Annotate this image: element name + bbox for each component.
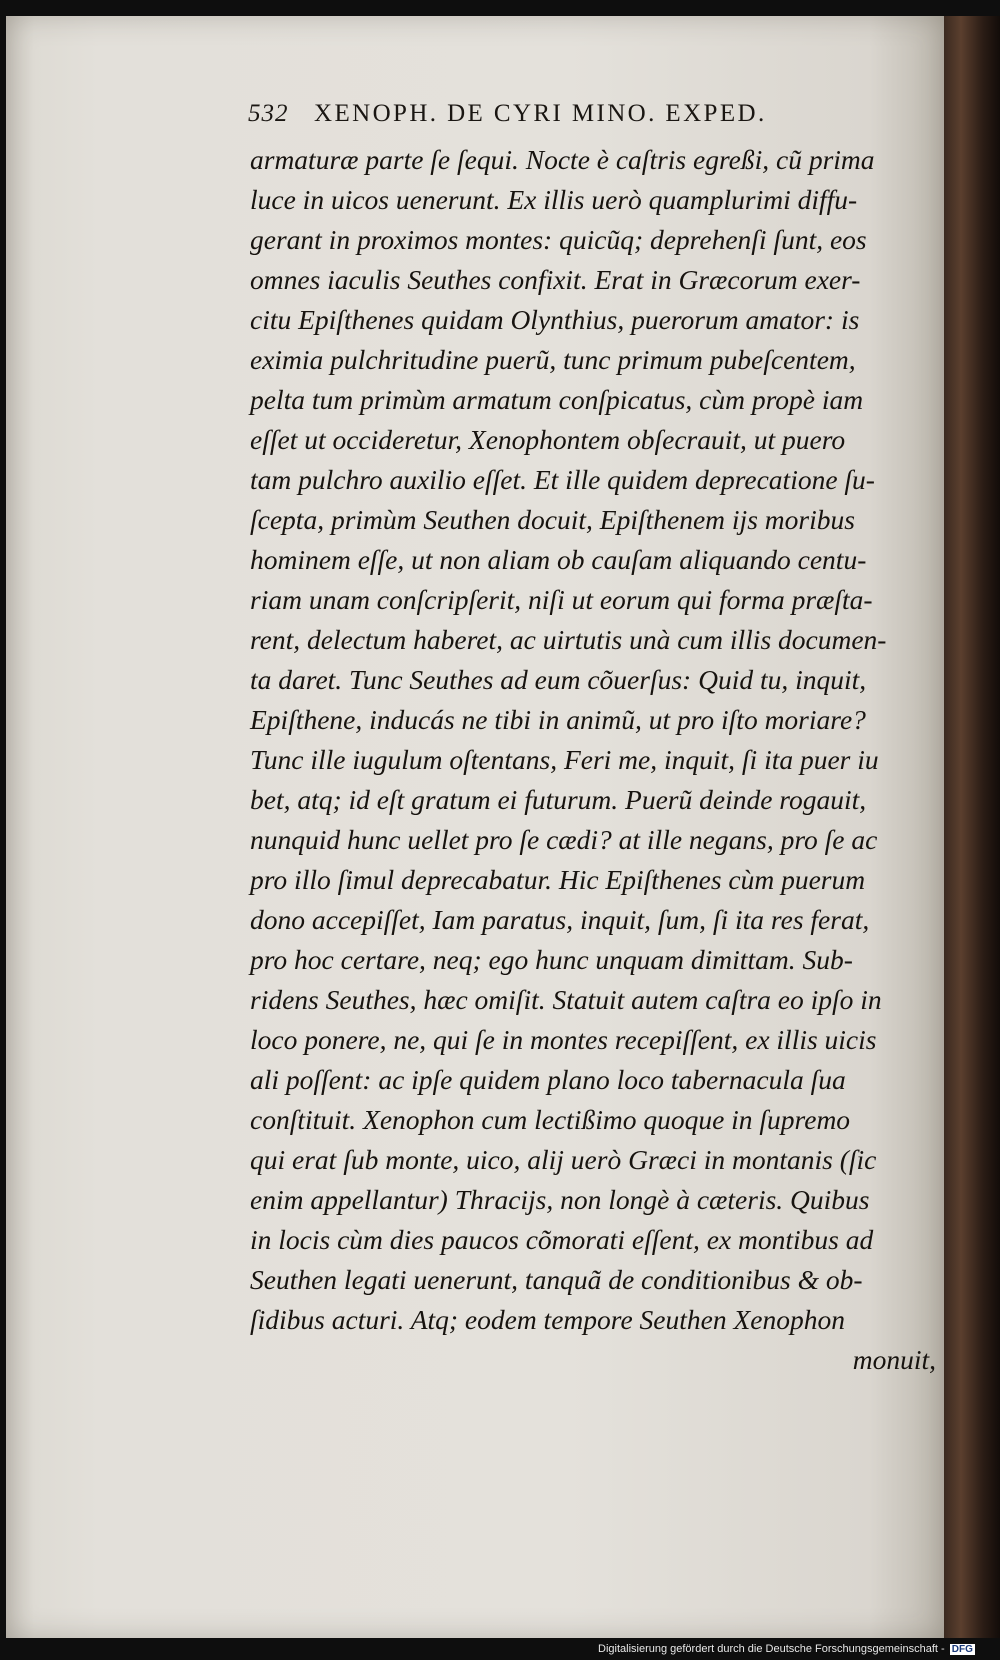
text-line: ali poſſent: ac ipſe quidem plano loco tabernacula ſua xyxy=(250,1064,846,1095)
body-text xyxy=(250,140,940,1380)
text-line: citu Epiſthenes quidam Olynthius, puerorum amator: is xyxy=(250,304,860,335)
digitization-credit xyxy=(598,1643,998,1657)
text-line: ridens Seuthes, hæc omiſit. Statuit autem caſtra eo ipſo in xyxy=(250,984,882,1015)
text-line: gerant in proximos montes: quicũq; deprehenſi ſunt, eos xyxy=(250,224,867,255)
text-line: enim appellantur) Thracijs, non longè à cæteris. Quibus xyxy=(250,1184,870,1215)
text-line: bet, atq; id eſt gratum ei futurum. Puerũ deinde rogauit, xyxy=(250,784,867,815)
text-line: conſtituit. Xenophon cum lectißimo quoque in ſupremo xyxy=(250,1104,851,1135)
text-line: rent, delectum haberet, ac uirtutis unà cum illis documen- xyxy=(250,624,887,655)
book-edge xyxy=(944,16,1000,1638)
text-line: Seuthen legati uenerunt, tanquã de conditionibus & ob- xyxy=(250,1264,863,1295)
catchword: monuit, xyxy=(852,1344,936,1375)
text-line: hominem eſſe, ut non aliam ob cauſam aliquando centu- xyxy=(250,544,867,575)
text-line: loco ponere, ne, qui ſe in montes recepiſſent, ex illis uicis xyxy=(250,1024,877,1055)
text-line: armaturæ parte ſe ſequi. Nocte è caſtris egreßi, cũ prima xyxy=(250,144,875,175)
text-line: ta daret. Tunc Seuthes ad eum cõuerſus: Quid tu, inquit, xyxy=(250,664,867,695)
text-line: eximia pulchritudine puerũ, tunc primum pubeſcentem, xyxy=(250,344,856,375)
text-line: luce in uicos uenerunt. Ex illis uerò quamplurimi diffu- xyxy=(250,184,858,215)
page-header xyxy=(248,100,898,134)
text-line: tam pulchro auxilio eſſet. Et ille quidem deprecatione ſu- xyxy=(250,464,875,495)
text-line: Epiſthene, inducás ne tibi in animũ, ut pro iſto moriare? xyxy=(250,704,866,735)
page-number: 532 xyxy=(248,100,289,127)
text-line: ſidibus acturi. Atq; eodem tempore Seuthen Xenophon xyxy=(250,1304,845,1335)
running-head: XENOPH. DE CYRI MINO. EXPED. xyxy=(314,100,767,127)
text-line: qui erat ſub monte, uico, alij uerò Græci in montanis (ſic xyxy=(250,1144,877,1175)
text-line: dono accepiſſet, Iam paratus, inquit, ſum, ſi ita res ferat, xyxy=(250,904,870,935)
text-line: nunquid hunc uellet pro ſe cædi? at ille negans, pro ſe ac xyxy=(250,824,878,855)
text-line: pro illo ſimul deprecabatur. Hic Epiſthenes cùm puerum xyxy=(250,864,866,895)
text-line: pro hoc certare, neq; ego hunc unquam dimittam. Sub- xyxy=(250,944,853,975)
text-line: pelta tum primùm armatum conſpicatus, cùm propè iam xyxy=(250,384,864,415)
text-line: Tunc ille iugulum oſtentans, Feri me, inquit, ſi ita puer iu xyxy=(250,744,879,775)
text-line: ſcepta, primùm Seuthen docuit, Epiſthenem ijs moribus xyxy=(250,504,855,535)
text-line: riam unam conſcripſerit, niſi ut eorum qui forma præſta- xyxy=(250,584,873,615)
dfg-logo: DFG xyxy=(951,1644,973,1655)
text-line: eſſet ut occideretur, Xenophontem obſecrauit, ut puero xyxy=(250,424,846,455)
text-line: omnes iaculis Seuthes confixit. Erat in Græcorum exer- xyxy=(250,264,861,295)
text-line: in locis cùm dies paucos cõmorati eſſent, ex montibus ad xyxy=(250,1224,874,1255)
credit-text: Digitalisierung gefördert durch die Deutsche Forschungsgemeinschaft - xyxy=(598,1643,945,1655)
